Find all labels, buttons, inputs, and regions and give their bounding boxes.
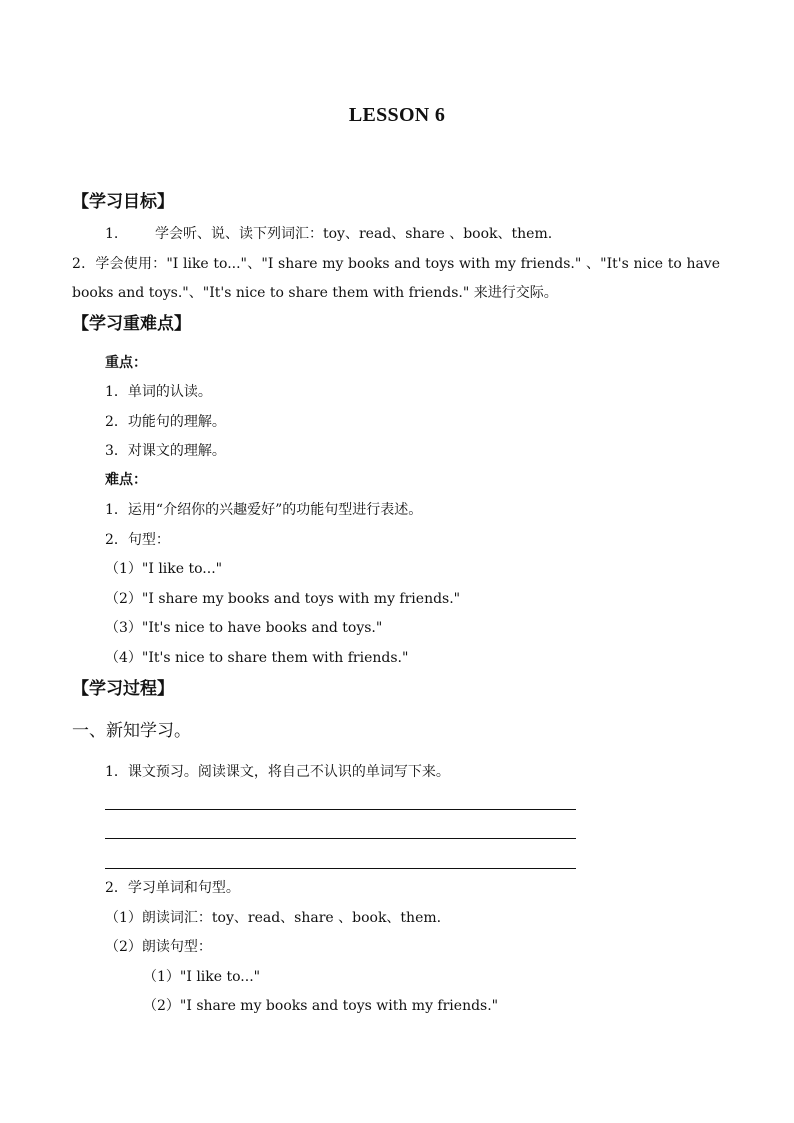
pattern-item: （2）"I share my books and toys with my friends."	[105, 591, 461, 607]
pattern-item: （1）"I like to..."	[105, 561, 223, 577]
writing-line	[105, 838, 576, 839]
section-new-knowledge: 一、新知学习。	[72, 721, 191, 741]
objective-item-2-line-1: 2．学会使用："I like to..."、"I share my books and toys with my friends." 、"It's nice to have	[72, 256, 720, 272]
focus-item: 3．对课文的理解。	[105, 443, 226, 459]
focus-label: 重点：	[105, 355, 147, 371]
lesson-title: LESSON 6	[348, 104, 446, 126]
step-learn-words: 2．学习单词和句型。	[105, 880, 240, 896]
difficulty-label: 难点：	[105, 472, 147, 488]
focus-item: 2．功能句的理解。	[105, 414, 226, 430]
objective-item-1-text: 学会听、说、读下列词汇：toy、read、share 、book、them.	[155, 226, 553, 242]
process-heading: 【学习过程】	[72, 679, 174, 699]
pattern-item: （3）"It's nice to have books and toys."	[105, 620, 383, 636]
objective-item-2-line-2: books and toys."、"It's nice to share them with friends." 来进行交际。	[72, 285, 558, 301]
objectives-heading: 【学习目标】	[72, 192, 174, 212]
step-preview: 1．课文预习。阅读课文，将自己不认识的单词写下来。	[105, 764, 450, 780]
sub-pattern-item: （1）"I like to..."	[143, 969, 261, 985]
writing-line	[105, 868, 576, 869]
writing-line	[105, 809, 576, 810]
focus-item: 1．单词的认读。	[105, 384, 212, 400]
key-points-heading: 【学习重难点】	[72, 314, 191, 334]
sub-read-patterns: （2）朗读句型：	[105, 939, 212, 955]
sub-read-vocabulary: （1）朗读词汇：toy、read、share 、book、them.	[105, 910, 442, 926]
difficulty-item: 2．句型：	[105, 532, 170, 548]
pattern-item: （4）"It's nice to share them with friends."	[105, 650, 409, 666]
objective-item-1-number: 1.	[105, 226, 119, 242]
difficulty-item: 1．运用“介绍你的兴趣爱好”的功能句型进行表述。	[105, 502, 423, 518]
sub-pattern-item: （2）"I share my books and toys with my friends."	[143, 998, 499, 1014]
